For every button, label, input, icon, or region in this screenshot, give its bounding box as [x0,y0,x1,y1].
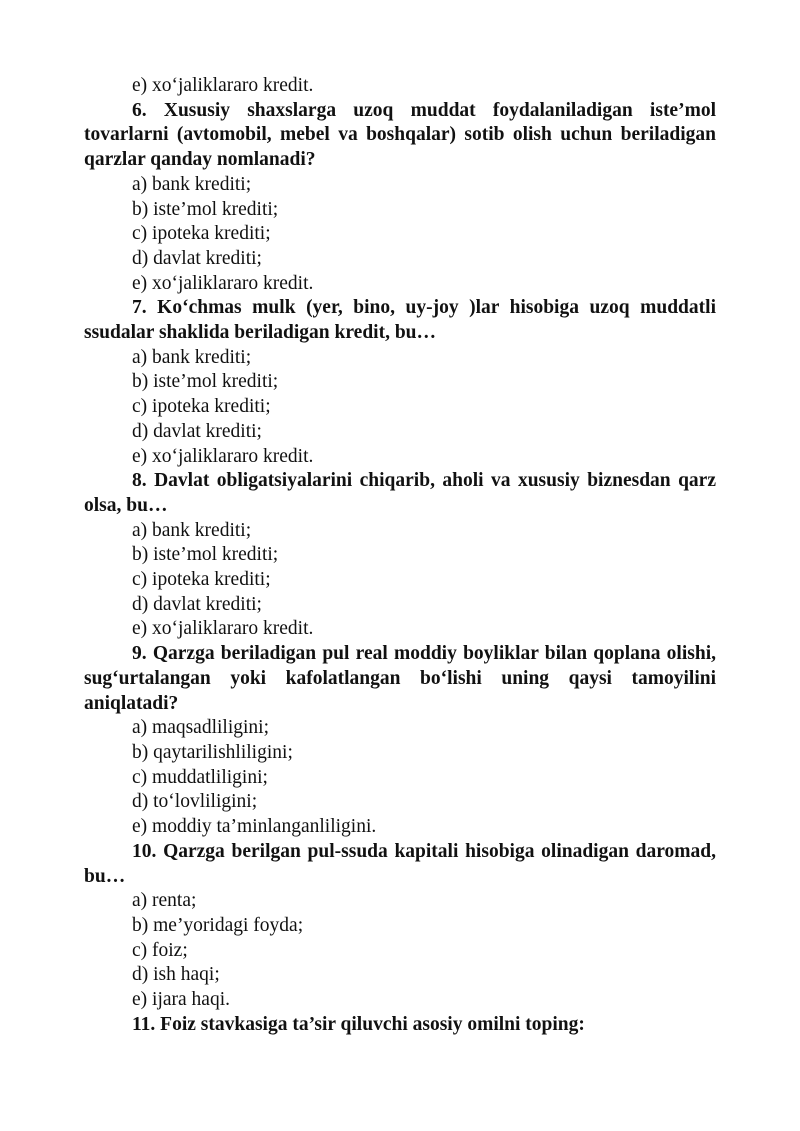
answer-option: c) foiz; [132,939,188,961]
question-text: 7. Ko‘chmas mulk (yer, bino, uy-joy )lar hisobiga uzoq muddatli ssudalar shaklida beriladigan kredit, bu… [84,297,716,344]
answer-option: e) xo‘jaliklararo kredit. [132,618,314,640]
question-block [84,840,716,1013]
question-block [84,469,716,642]
answer-option: c) muddatliligini; [132,766,268,788]
question-text: 8. Davlat obligatsiyalarini chiqarib, aholi va xususiy biznesdan qarz olsa, bu… [84,470,716,516]
question-block [84,296,716,469]
question-block [84,99,716,297]
answer-option: e) moddiy ta’minlanganliligini. [132,816,377,838]
question-block [84,642,716,840]
answer-option: b) iste’mol krediti; [132,371,279,393]
answer-option: b) iste’mol krediti; [132,198,279,220]
answer-option: a) bank krediti; [132,346,252,368]
answer-option: a) bank krediti; [132,519,252,541]
question-text: 6. Xususiy shaxslarga uzoq muddat foydalaniladigan iste’mol tovarlarni (avtomobil, mebel va boshqalar) sotib olish uchun beriladigan qarzlar qanday nomlanadi? [84,99,716,171]
answer-option: e) xo‘jaliklararo kredit. [132,445,314,467]
answer-option: a) renta; [132,890,197,912]
answer-option: b) qaytarilishliligini; [132,741,293,763]
answer-option: c) ipoteka krediti; [132,223,271,245]
answer-option: c) ipoteka krediti; [132,396,271,418]
answer-option: d) davlat krediti; [132,420,262,442]
answer-option: e) ijara haqi. [132,989,230,1011]
answer-option: b) me’yoridagi foyda; [132,914,304,936]
answer-option: e) xo‘jaliklararo kredit. [132,75,314,96]
answer-option: a) bank krediti; [132,173,252,195]
answer-option: b) iste’mol krediti; [132,544,279,566]
question-text: 10. Qarzga berilgan pul-ssuda kapitali hisobiga olinadigan daromad, bu… [84,840,716,887]
answer-option: e) xo‘jaliklararo kredit. [132,272,314,294]
answer-option: a) maqsadliligini; [132,717,270,739]
answer-option: d) ish haqi; [132,964,220,986]
answer-option: d) to‘lovliligini; [132,791,258,813]
question-block [84,1013,716,1038]
question-text: 11. Foiz stavkasiga ta’sir qiluvchi asosiy omilni toping: [132,1013,585,1035]
answer-option: c) ipoteka krediti; [132,569,271,591]
answer-option: d) davlat krediti; [132,593,262,615]
answer-option: d) davlat krediti; [132,247,262,269]
question-text: 9. Qarzga beriladigan pul real moddiy boyliklar bilan qoplana olishi, sug‘urtalangan yoki kafolatlangan bo‘lishi uning qaysi tamoyilini aniqlatadi? [84,643,716,714]
document-page [84,74,716,1037]
